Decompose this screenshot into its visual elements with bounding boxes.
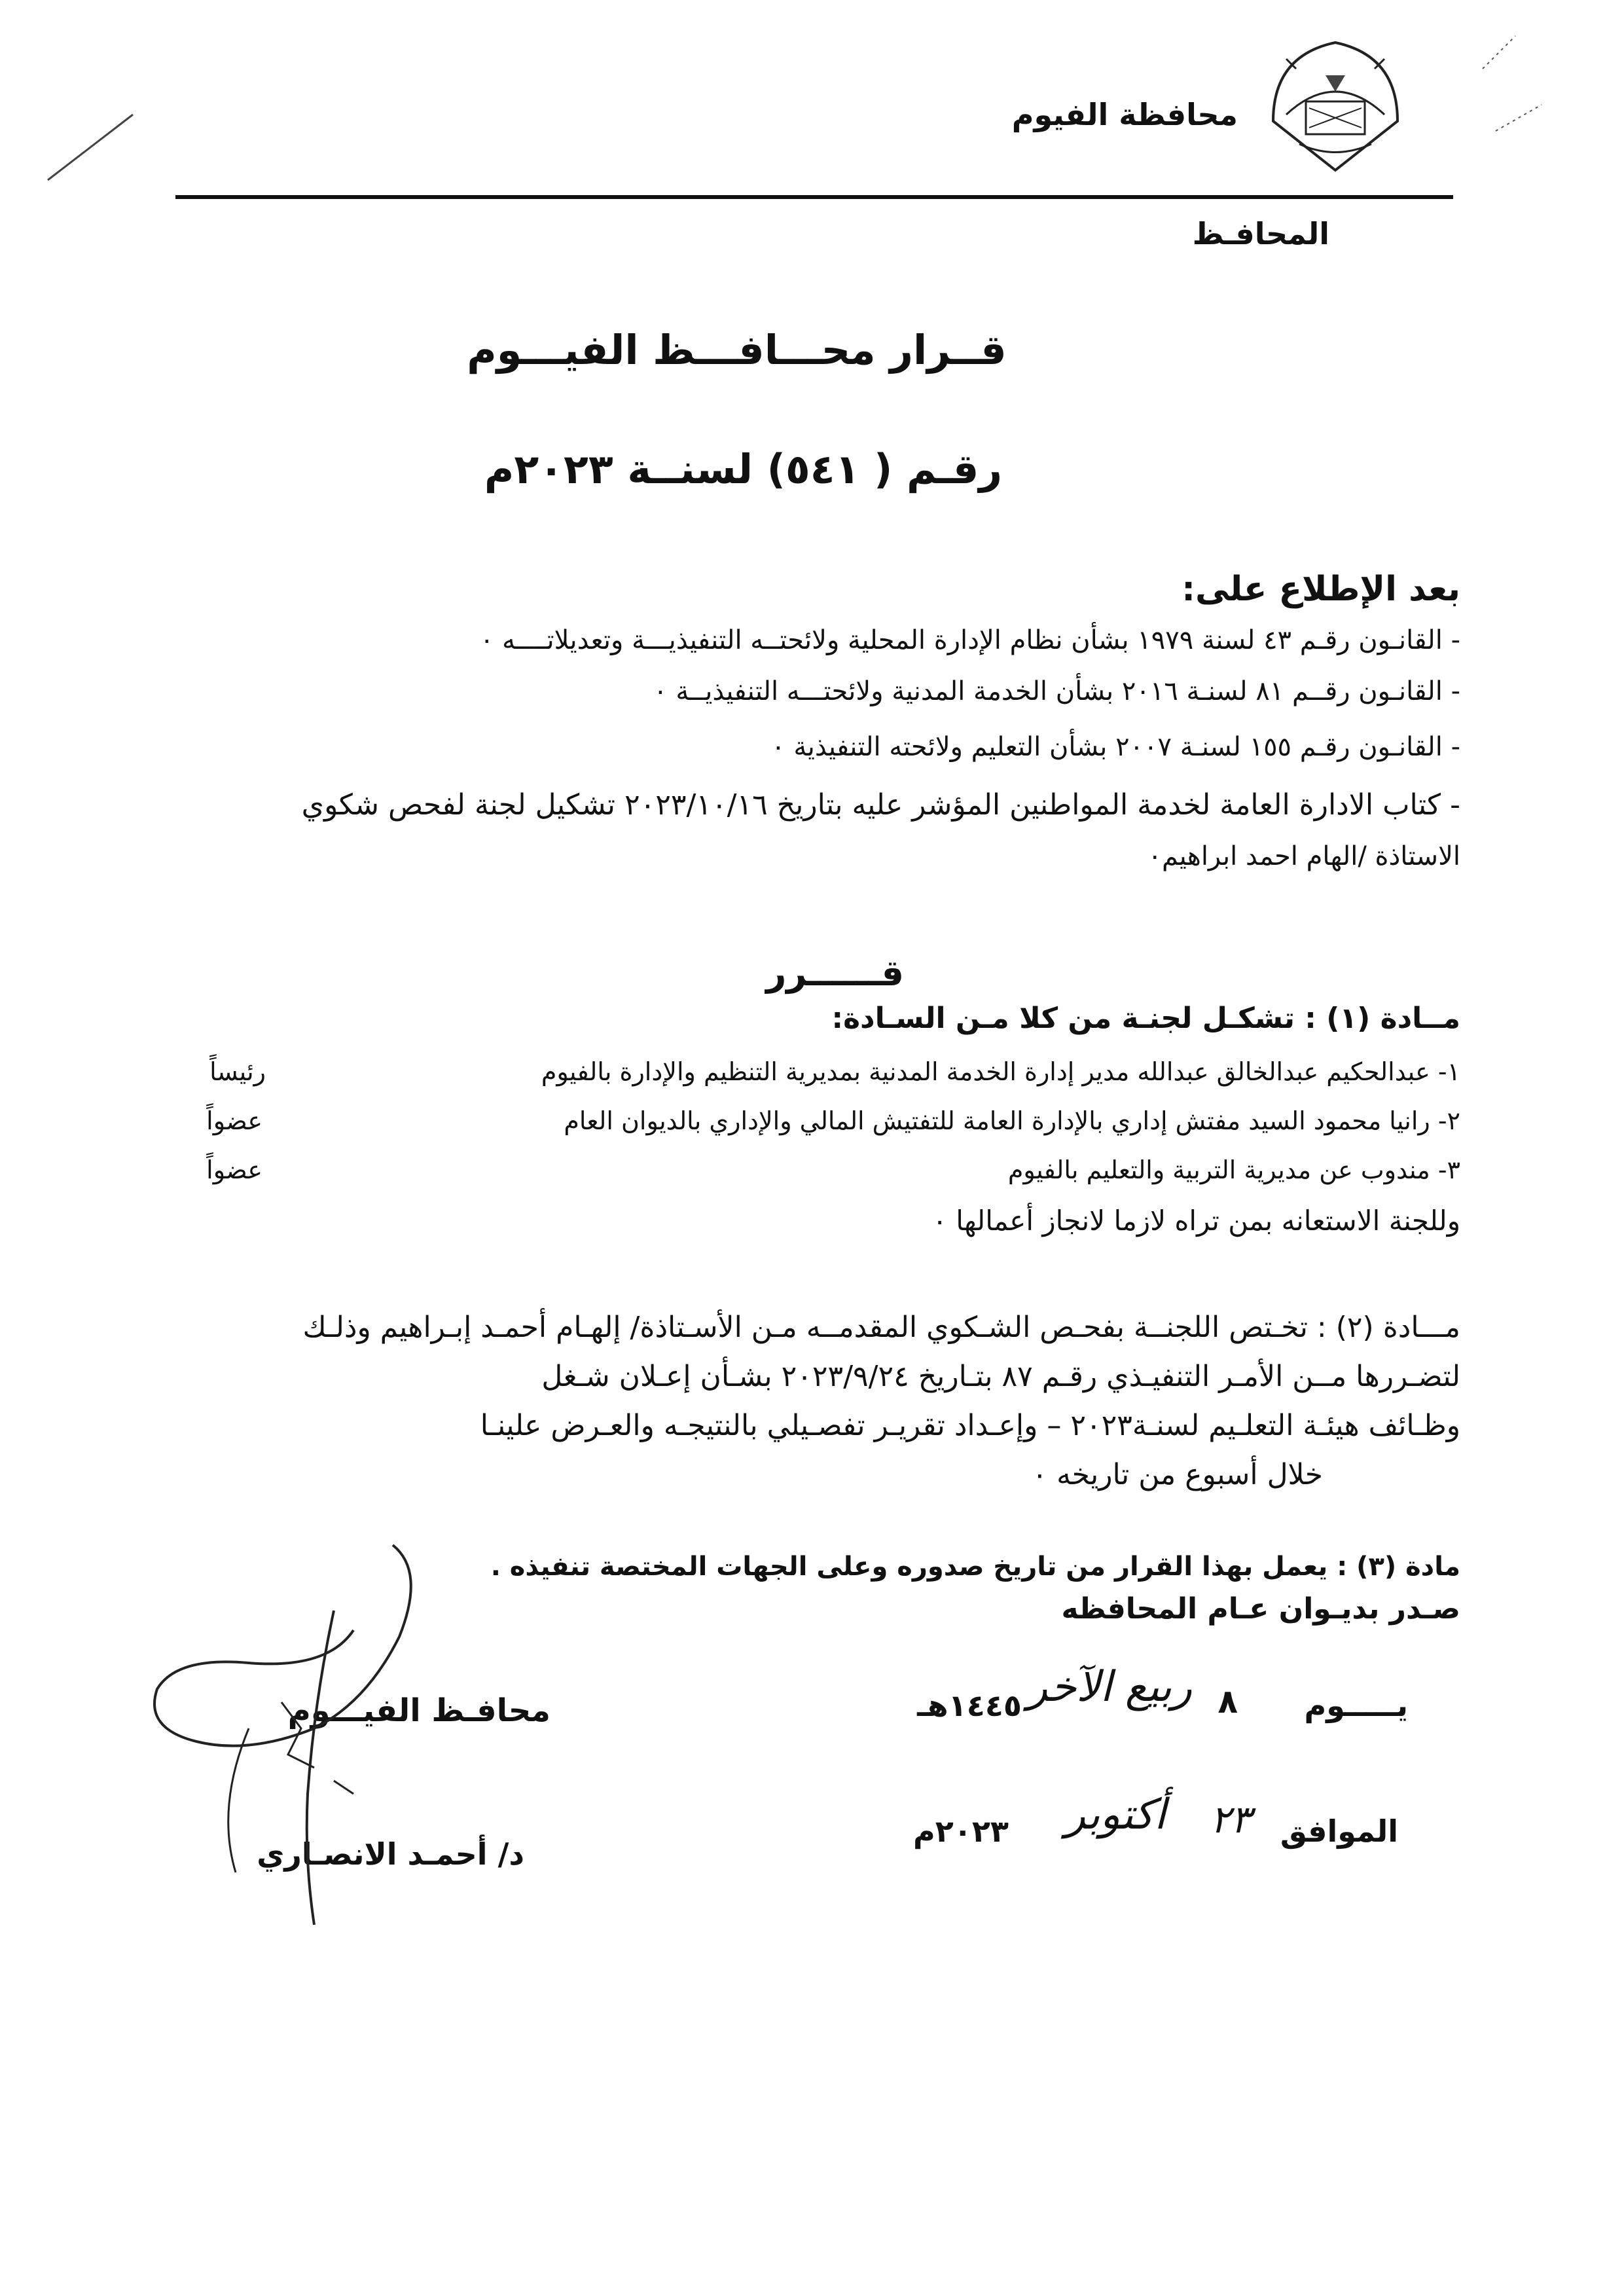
article-2-line: وظـائف هيئـة التعلـيم لسنـة٢٠٢٣ – وإعـداد تقريـر تفصـيلي بالنتيجـه والعـرض علينـا	[480, 1409, 1460, 1442]
member-role: عضواً	[206, 1156, 262, 1184]
article-2-line: لتضـررها مــن الأمـر التنفيـذي رقـم ٨٧ بتـاريخ ٢٠٢٣/٩/٢٤ بشـأن إعـلان شـغل	[541, 1360, 1460, 1393]
decree-title: قــرار محـــافـــظ الفيـــوم	[467, 326, 1007, 374]
article-1-note: وللجنة الاستعانه بمن تراه لازما لانجاز أعمالها ٠	[932, 1205, 1460, 1237]
member-role: عضواً	[206, 1106, 262, 1135]
gregorian-label: الموافق	[1280, 1813, 1398, 1849]
governorate-emblem-icon	[1260, 29, 1411, 180]
article-1-heading: مــادة (١) : تشكـل لجنـة من كلا مـن السـادة:	[831, 1002, 1460, 1035]
committee-member: ١- عبدالحكيم عبدالخالق عبدالله مدير إدارة الخدمة المدنية بمديرية التنظيم والإدارة بالفيوم	[541, 1057, 1460, 1086]
preamble-item: - القانـون رقــم ٨١ لسنـة ٢٠١٦ بشأن الخدمة المدنية ولائحتـــه التنفيذيــة ٠	[653, 676, 1460, 706]
preamble-item: - القانـون رقـم ١٥٥ لسنـة ٢٠٠٧ بشأن التعليم ولائحته التنفيذية ٠	[771, 732, 1460, 762]
member-role: رئيساً	[209, 1057, 266, 1086]
pen-mark-icon	[1492, 98, 1545, 137]
hijri-day: ٨	[1218, 1683, 1238, 1721]
pen-mark-icon	[1479, 33, 1519, 72]
preamble-item: الاستاذة /الهام احمد ابراهيم٠	[1147, 841, 1460, 871]
signatory-name: د/ أحمـد الانصـاري	[257, 1836, 524, 1872]
issued-at: صـدر بديـوان عـام المحافظه	[1061, 1592, 1460, 1626]
preamble-item: - القانـون رقـم ٤٣ لسنة ١٩٧٩ بشأن نظام الإدارة المحلية ولائحتــه التنفيذيـــة وتعديلاتــــه ٠	[479, 625, 1460, 655]
office-title: المحافـظ	[1192, 216, 1329, 251]
pen-mark-icon	[45, 111, 136, 183]
handwritten-signature-icon	[118, 1532, 484, 1938]
decides-heading: قــــــرر	[766, 953, 904, 994]
header-divider	[175, 195, 1453, 199]
gregorian-month-handwritten: أكتوبر	[1065, 1791, 1166, 1839]
decree-number: رقـم ( ٥٤١) لسنــة ٢٠٢٣م	[484, 445, 1003, 493]
gregorian-year: ٢٠٢٣م	[912, 1813, 1009, 1849]
committee-member: ٣- مندوب عن مديرية التربية والتعليم بالفيوم	[1007, 1156, 1460, 1184]
preamble-item: - كتاب الادارة العامة لخدمة المواطنين المؤشر عليه بتاريخ ٢٠٢٣/١٠/١٦ تشكيل لجنة لفحص شكوي	[301, 788, 1460, 822]
preamble-heading: بعد الإطلاع على:	[1182, 570, 1460, 609]
article-2-line: مـــادة (٢) : تخـتص اللجنــة بفحـص الشـكوي المقدمــه مـن الأسـتاذة/ إلهـام أحمـد إبـراهيم وذلـك	[302, 1311, 1460, 1344]
committee-member: ٢- رانيا محمود السيد مفتش إداري بالإدارة العامة للتفتيش المالي والإداري بالديوان العام	[564, 1106, 1460, 1135]
hijri-day-label: يـــــوم	[1304, 1688, 1408, 1723]
gregorian-day-handwritten: ٢٣	[1210, 1797, 1251, 1842]
article-3-text: مادة (٣) : يعمل بهذا القرار من تاريخ صدوره وعلى الجهات المختصة تنفيذه .	[490, 1552, 1460, 1582]
signatory-title: محافـظ الفيـــوم	[287, 1692, 550, 1729]
article-2-line: خلال أسبوع من تاريخه ٠	[1032, 1458, 1323, 1491]
hijri-year: ١٤٤٥هـ	[917, 1688, 1022, 1723]
governorate-name: محافظة الفيوم	[1011, 97, 1238, 132]
hijri-month-handwritten: ربيع الآخر	[1027, 1663, 1192, 1711]
